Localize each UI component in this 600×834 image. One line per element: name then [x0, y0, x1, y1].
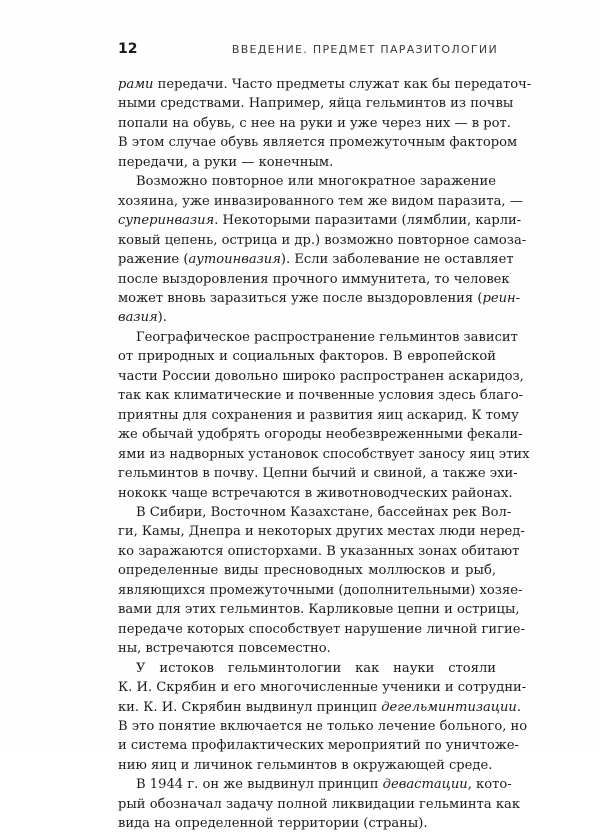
text-line [118, 659, 496, 678]
text-run: Возможно повторное или многократное заражение [136, 174, 496, 190]
text-line [118, 94, 514, 113]
text-line [118, 270, 510, 289]
italic-term: девастации [382, 777, 468, 793]
text-run: от природных и социальных факторов. В европейской [118, 349, 496, 365]
text-run: и система профилактических мероприятий по уничтоже- [118, 738, 519, 754]
text-run: В 1944 г. он же выдвинул принцип [136, 777, 383, 793]
italic-term: суперинвазия [118, 213, 215, 229]
text-line [118, 600, 520, 619]
text-run: может вновь заразиться уже после выздоровления ( [118, 290, 483, 306]
text-line [118, 775, 512, 794]
text-line [118, 814, 496, 833]
text-run: ковый цепень, острица и др.) возможно повторное самоза- [118, 232, 527, 248]
text-run: ражение ( [118, 252, 189, 268]
text-run: вами для этих гельминтов. Карликовые цепни и острицы, [118, 602, 520, 618]
text-line [118, 522, 525, 541]
text-run: части России довольно широко распространен аскаридоз, [118, 368, 524, 384]
paragraph [118, 503, 525, 659]
text-run: передачи. Часто предметы служат как бы передаточ- [153, 77, 532, 92]
text-line [118, 75, 532, 94]
text-line [118, 347, 496, 366]
italic-term: дегельминтизации [381, 699, 517, 715]
text-run: В это понятие включается не только лечение больного, но [118, 718, 528, 734]
text-run: нию яиц и личинок гельминтов в окружающей среде. [118, 757, 493, 773]
text-line [118, 717, 528, 736]
text-line [118, 367, 524, 386]
text-line [118, 172, 496, 191]
text-run: Географическое распространение гельминтов зависит [136, 329, 518, 345]
text-line [118, 542, 520, 561]
page-number: 12 [118, 41, 138, 57]
text-line [118, 425, 523, 444]
text-run: нококк чаще встречаются в животноводческих районах. [118, 485, 513, 501]
text-line [118, 736, 519, 755]
text-run: ги, Камы, Днепра и некоторых других местах люди неред- [118, 524, 525, 540]
text-run: хозяина, уже инвазированного тем же видом паразита, — [118, 193, 523, 209]
text-run: определенные виды пресноводных моллюсков и рыб, [118, 563, 496, 579]
text-run: являющихся промежуточными (дополнительными) хозяе- [118, 582, 523, 598]
text-line [118, 698, 522, 717]
body-text [118, 75, 532, 834]
text-line [118, 289, 521, 308]
text-line [118, 153, 496, 172]
text-line [118, 464, 518, 483]
text-line [118, 133, 518, 152]
running-head: ВВЕДЕНИЕ. ПРЕДМЕТ ПАРАЗИТОЛОГИИ [231, 43, 498, 56]
text-run: рый обозначал задачу полной ликвидации гельминта как [118, 796, 521, 812]
paragraph [118, 659, 528, 776]
text-line [118, 639, 496, 658]
text-run: ки. К. И. Скрябин выдвинул принцип [118, 699, 382, 715]
text-run: ко заражаются описторхами. В указанных зонах обитают [118, 543, 520, 559]
text-line [118, 445, 530, 464]
italic-term: вазия [118, 310, 158, 326]
text-run: попали на обувь, с нее на руки и уже через них — в рот. [118, 115, 511, 131]
text-run: К. И. Скрябин и его многочисленные ученики и сотрудни- [118, 680, 527, 696]
text-run: вида на определенной территории (страны). [118, 816, 428, 832]
text-line [118, 678, 527, 697]
text-run: У истоков гельминтологии как науки стояли [136, 660, 496, 676]
text-line [118, 406, 519, 425]
text-line [118, 581, 523, 600]
text-run: ными средствами. Например, яйца гельминтов из почвы [118, 96, 514, 112]
text-run: В Сибири, Восточном Казахстане, бассейнах рек Вол- [136, 504, 512, 520]
text-run: ). [157, 310, 167, 326]
text-line [118, 756, 496, 775]
paragraph [118, 172, 527, 328]
text-run: , кото- [467, 777, 512, 793]
paragraph [118, 75, 532, 172]
text-run: В этом случае обувь является промежуточным фактором [118, 135, 518, 151]
text-run: передачи, а руки — конечным. [118, 154, 334, 170]
text-line [118, 250, 514, 269]
text-line [118, 503, 512, 522]
text-run: передаче которых способствует нарушение личной гигие- [118, 621, 525, 637]
text-line [118, 308, 496, 327]
text-line [118, 211, 522, 230]
text-line [118, 484, 513, 503]
text-run: так как климатические и почвенные условия здесь благо- [118, 388, 524, 404]
paragraph [118, 328, 530, 503]
text-run: же обычай удобрять огороды необезвреженными фекали- [118, 427, 523, 443]
italic-term: реин- [482, 290, 521, 306]
text-run: приятны для сохранения и развития яиц аскарид. К тому [118, 407, 519, 423]
paragraph [118, 775, 521, 833]
text-line [118, 795, 521, 814]
text-line [118, 620, 525, 639]
italic-term: аутоинвазия [188, 252, 281, 268]
text-run: ). Если заболевание не оставляет [280, 252, 514, 268]
italic-term: рами [118, 77, 154, 92]
text-run: ны, встречаются повсеместно. [118, 641, 331, 657]
text-line [118, 231, 527, 250]
text-line [118, 192, 523, 211]
text-run: после выздоровления прочного иммунитета, то человек [118, 271, 510, 287]
text-run: ями из надворных установок способствует заносу яиц этих [118, 446, 530, 462]
text-line [118, 114, 511, 133]
text-line [118, 386, 524, 405]
text-run: гельминтов в почву. Цепни бычий и свиной, а также эхи- [118, 466, 518, 482]
text-run: . Некоторыми паразитами (лямблии, карли- [214, 213, 522, 229]
text-line [118, 328, 518, 347]
text-run: . [516, 699, 522, 715]
text-line [118, 561, 496, 580]
page-header [118, 41, 498, 61]
